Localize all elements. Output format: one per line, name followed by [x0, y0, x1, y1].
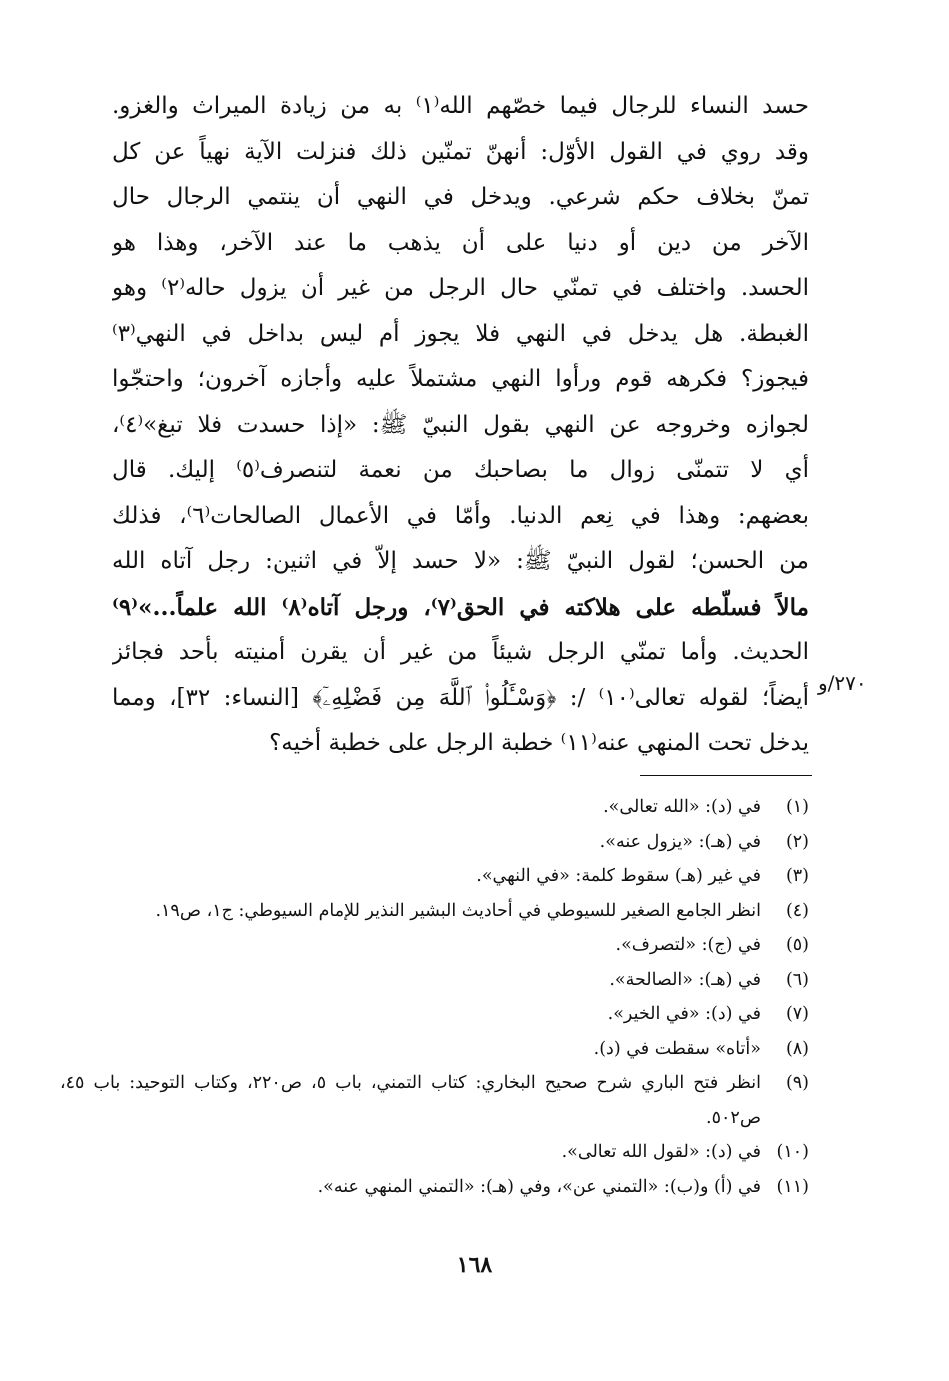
footnote-number: (٢): [785, 831, 809, 852]
main-text: [112, 84, 809, 767]
footnote: [60, 790, 809, 825]
body-line-7: فيجوز؟ فكرهه قوم ورأوا النهي مشتملاً عليه وأجازه آخرون؛ واحتجّوا: [112, 366, 809, 392]
footnote-separator: [640, 775, 812, 776]
folio-margin-note: ٢٧٠/و: [818, 671, 867, 695]
footnote-number: (١): [785, 797, 809, 817]
footnote: [60, 1170, 809, 1205]
footnote-text: في غير (هـ) سقوط كلمة: «في النهي».: [476, 866, 761, 886]
body-line-10: بعضهم: وهذا في نِعم الدنيا. وأمّا في الأعمال الصالحات⁽٦⁾، فذلك: [112, 502, 809, 529]
footnote: [60, 997, 809, 1032]
footnote-text: «أتاه» سقطت في (د).: [593, 1038, 761, 1059]
body-line-12: مالاً فسلّطه على هلاكته في الحق⁽٧⁾، ورجل آتاه⁽٨⁾ الله علماً...»⁽٩⁾: [112, 593, 809, 621]
footnote-number: (٣): [785, 866, 809, 886]
footnote-text: في (هـ): «يزول عنه».: [599, 831, 761, 852]
footnote-number: (٥): [785, 935, 809, 955]
footnote-text: انظر الجامع الصغير للسيوطي في أحاديث البشير النذير للإمام السيوطي: ج١، ص١٩.: [155, 900, 761, 921]
footnote-number: (٩): [785, 1073, 809, 1093]
footnote: [60, 1066, 809, 1135]
body-line-4: الآخر من دين أو دنيا على أن يذهب ما عند الآخر، وهذا هو: [112, 229, 809, 256]
footnote-number: (٦): [785, 969, 809, 990]
body-line-11: من الحسن؛ لقول النبيّ ﷺ: «لا حسد إلاّ في اثنين: رجل آتاه الله: [112, 548, 809, 574]
body-line-3: تمنّ بخلاف حكم شرعي. ويدخل في النهي أن ينتمي الرجال حال: [112, 184, 809, 210]
footnotes: [60, 790, 809, 1204]
footnote: [60, 894, 809, 929]
footnote-text: في (ج): «لتصرف».: [615, 935, 761, 955]
body-line-2: وقد روي في القول الأوّل: أنهنّ تمنّين ذلك فنزلت الآية نهياً عن كل: [112, 138, 809, 165]
body-line-5: الحسد. واختلف في تمنّي حال الرجل من غير أن يزول حاله⁽٢⁾ وهو: [112, 275, 809, 301]
footnote-text: انظر فتح الباري شرح صحيح البخاري: كتاب التمني، باب ٥، ص٢٢٠، وكتاب التوحيد: باب ٤٥، ص٥٠٢.: [60, 1073, 761, 1128]
page-number: ١٦٨: [456, 1252, 493, 1278]
body-line-8: لجوازه وخروجه عن النهي بقول النبيّ ﷺ: «إذا حسدت فلا تبغ»⁽٤⁾،: [112, 411, 809, 438]
footnote: [60, 1032, 809, 1067]
footnote: [60, 825, 809, 860]
footnote-number: (١١): [776, 1176, 809, 1197]
footnote-text: في (د): «في الخير».: [607, 1004, 761, 1024]
footnote: [60, 1135, 809, 1170]
footnote-text: في (هـ): «الصالحة».: [609, 969, 761, 990]
footnote-text: في (د): «الله تعالى».: [603, 797, 761, 817]
footnote: [60, 963, 809, 998]
body-line-13: الحديث. وأما تمنّي الرجل شيئاً من غير أن يقرن أمنيته بأحد فجائز: [112, 639, 809, 665]
body-line-6: الغبطة. هل يدخل في النهي فلا يجوز أم ليس بداخل في النهي⁽٣⁾: [112, 320, 809, 347]
footnote: [60, 928, 809, 963]
footnote-number: (٨): [785, 1038, 809, 1059]
footnote-text: في (د): «لقول الله تعالى».: [561, 1142, 761, 1162]
body-line-9: أي لا تتمنّى زوال ما بصاحبك من نعمة لتنصرف⁽٥⁾ إليك. قال: [112, 457, 809, 483]
footnote-text: في (أ) و(ب): «التمني عن»، وفي (هـ): «التمني المنهي عنه».: [317, 1176, 761, 1197]
body-line-14: أيضاً؛ لقوله تعالى⁽١٠⁾ /: ﴿وَسْـَٔلُوا۟ ٱللَّهَ مِن فَضْلِهِۦٓ﴾ [النساء: ٣٢]، ومما: [112, 684, 809, 711]
footnote-number: (٤): [785, 900, 809, 921]
footnote-number: (١٠): [776, 1142, 809, 1162]
footnote: [60, 859, 809, 894]
footnote-number: (٧): [785, 1004, 809, 1024]
body-line-15: يدخل تحت المنهي عنه⁽١١⁾ خطبة الرجل على خطبة أخيه؟: [269, 730, 809, 756]
body-line-1: حسد النساء للرجال فيما خصّهم الله⁽١⁾ به من زيادة الميراث والغزو.: [112, 93, 809, 119]
